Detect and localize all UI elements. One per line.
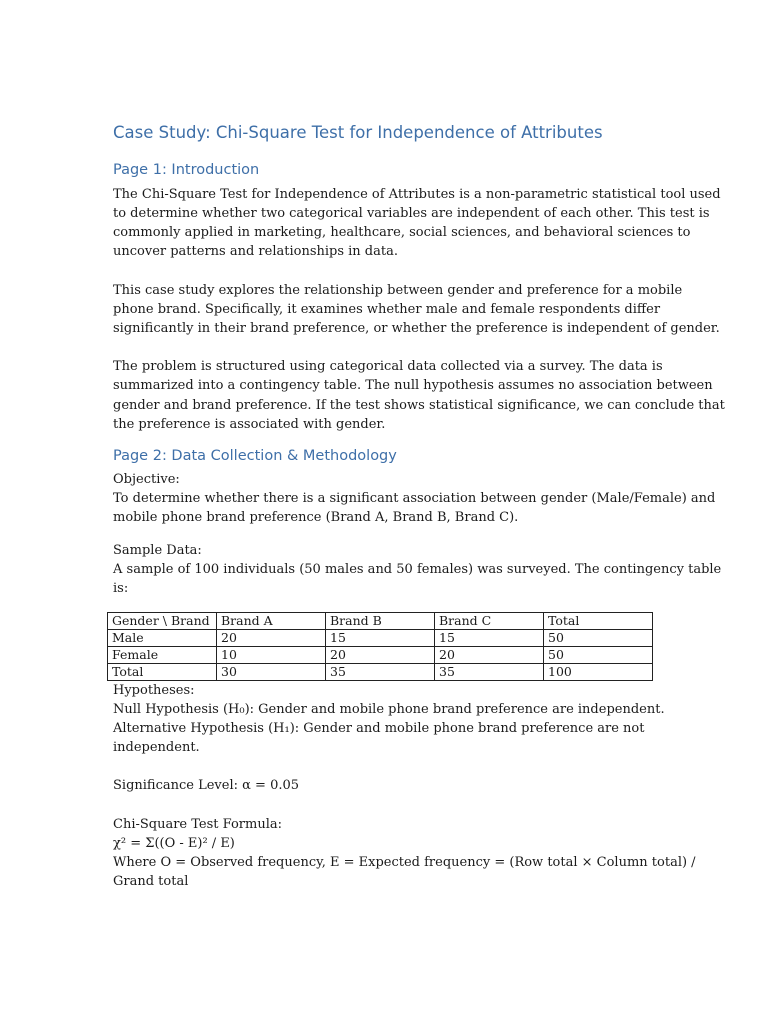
objective-line: mobile phone brand preference (Brand A, Brand B, Brand C). <box>113 510 519 525</box>
table-cell: Total <box>108 664 217 681</box>
contingency-table-wrapper <box>107 612 653 681</box>
intro-line: gender and brand preference. If the test shows statistical significance, we can conclude that <box>113 398 725 413</box>
table-cell: 50 <box>544 647 653 664</box>
intro-line: The Chi-Square Test for Independence of Attributes is a non-parametric statistical tool used <box>113 187 721 202</box>
alternative-hypothesis-line: Alternative Hypothesis (H₁): Gender and mobile phone brand preference are not <box>113 721 645 736</box>
table-row <box>108 630 653 647</box>
table-cell: 20 <box>435 647 544 664</box>
table-header-cell: Brand A <box>217 613 326 630</box>
intro-line: the preference is associated with gender. <box>113 417 386 432</box>
objective-label: Objective: <box>113 472 180 487</box>
formula-definition-line: Grand total <box>113 874 189 889</box>
table-cell: 20 <box>217 630 326 647</box>
table-cell: 100 <box>544 664 653 681</box>
intro-line: The problem is structured using categorical data collected via a survey. The data is <box>113 359 663 374</box>
intro-line: to determine whether two categorical variables are independent of each other. This test is <box>113 206 710 221</box>
table-cell: Female <box>108 647 217 664</box>
table-header-cell: Brand B <box>326 613 435 630</box>
section-heading-introduction: Page 1: Introduction <box>113 162 260 178</box>
alternative-hypothesis-line: independent. <box>113 740 200 755</box>
sample-data-line: is: <box>113 581 129 596</box>
null-hypothesis-line: Null Hypothesis (H₀): Gender and mobile phone brand preference are independent. <box>113 702 665 717</box>
contingency-table <box>107 612 653 681</box>
document-title: Case Study: Chi-Square Test for Independence of Attributes <box>113 123 603 142</box>
table-header-cell: Gender \ Brand <box>108 613 217 630</box>
intro-line: phone brand. Specifically, it examines whether male and female respondents differ <box>113 302 661 317</box>
table-row <box>108 664 653 681</box>
intro-line: This case study explores the relationship between gender and preference for a mobile <box>113 283 683 298</box>
table-cell: 50 <box>544 630 653 647</box>
intro-line: significantly in their brand preference, or whether the preference is independent of gender. <box>113 321 720 336</box>
intro-line: uncover patterns and relationships in data. <box>113 244 398 259</box>
table-cell: 15 <box>326 630 435 647</box>
section-heading-data-collection: Page 2: Data Collection & Methodology <box>113 448 397 464</box>
sample-data-label: Sample Data: <box>113 543 202 558</box>
table-header-row <box>108 613 653 630</box>
table-header-cell: Brand C <box>435 613 544 630</box>
table-cell: 35 <box>435 664 544 681</box>
intro-line: commonly applied in marketing, healthcare, social sciences, and behavioral sciences to <box>113 225 691 240</box>
table-cell: 30 <box>217 664 326 681</box>
formula-definition-line: Where O = Observed frequency, E = Expected frequency = (Row total × Column total) / <box>113 855 696 870</box>
table-cell: 35 <box>326 664 435 681</box>
table-cell: 15 <box>435 630 544 647</box>
sample-data-line: A sample of 100 individuals (50 males and 50 females) was surveyed. The contingency table <box>113 562 722 577</box>
formula-line: χ² = Σ((O - E)² / E) <box>113 836 235 851</box>
formula-label: Chi-Square Test Formula: <box>113 817 282 832</box>
table-cell: 10 <box>217 647 326 664</box>
table-cell: Male <box>108 630 217 647</box>
table-row <box>108 647 653 664</box>
objective-line: To determine whether there is a significant association between gender (Male/Female) and <box>113 491 716 506</box>
table-header-cell: Total <box>544 613 653 630</box>
table-cell: 20 <box>326 647 435 664</box>
significance-level-line: Significance Level: α = 0.05 <box>113 778 300 793</box>
intro-line: summarized into a contingency table. The null hypothesis assumes no association between <box>113 378 713 393</box>
hypotheses-label: Hypotheses: <box>113 683 195 698</box>
